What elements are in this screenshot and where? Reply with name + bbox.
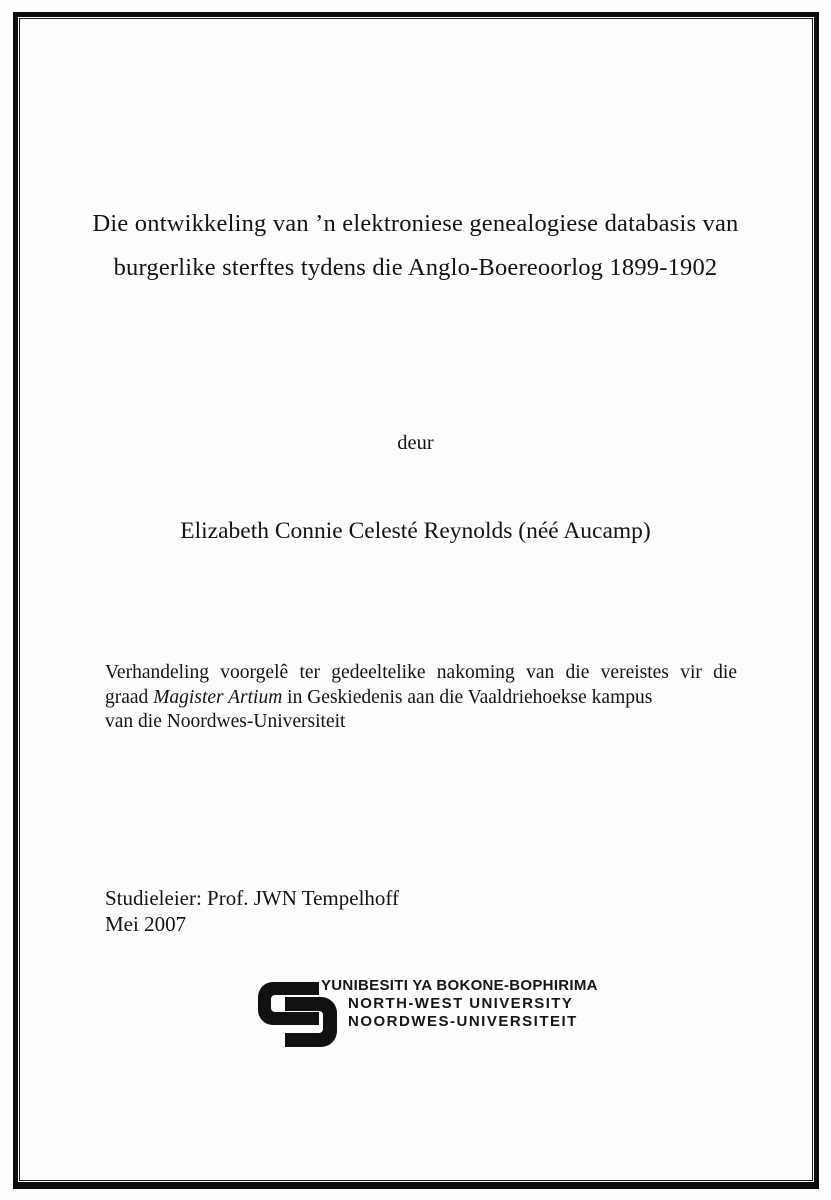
thesis-title-line-2: burgerlike sterftes tydens die Anglo-Boereoorlog 1899-1902	[113, 254, 718, 281]
date-line: Mei 2007	[105, 911, 187, 936]
submission-line-3: van die Noordwes-Universiteit	[105, 711, 346, 732]
supervisor-and-date	[105, 886, 399, 937]
submission-line-2-post: in Geskiedenis aan die Vaaldriehoekse kampus	[282, 686, 653, 708]
degree-name-italic: Magister Artium	[153, 686, 283, 708]
byline-label: deur	[397, 432, 434, 454]
submission-line-2	[105, 686, 737, 711]
university-name-english: NORTH-WEST UNIVERSITY	[348, 995, 574, 1012]
university-name-setswana: YUNIBESITI YA BOKONE-BOPHIRIMA	[321, 977, 598, 994]
thesis-title-line-1: Die ontwikkeling van ’n elektroniese genealogiese databasis van	[92, 210, 739, 237]
submission-line-2-pre: graad	[105, 686, 154, 708]
submission-line-1: Verhandeling voorgelê ter gedeeltelike nakoming van die vereistes vir die	[105, 662, 737, 683]
university-name-block	[321, 977, 598, 1031]
author-name: Elizabeth Connie Celesté Reynolds (néé Aucamp)	[180, 518, 651, 544]
thesis-title	[60, 202, 771, 290]
university-logo	[257, 975, 598, 1055]
submission-statement	[105, 661, 737, 735]
supervisor-line: Studieleier: Prof. JWN Tempelhoff	[105, 886, 400, 910]
university-name-afrikaans: NOORDWES-UNIVERSITEIT	[348, 1013, 578, 1030]
